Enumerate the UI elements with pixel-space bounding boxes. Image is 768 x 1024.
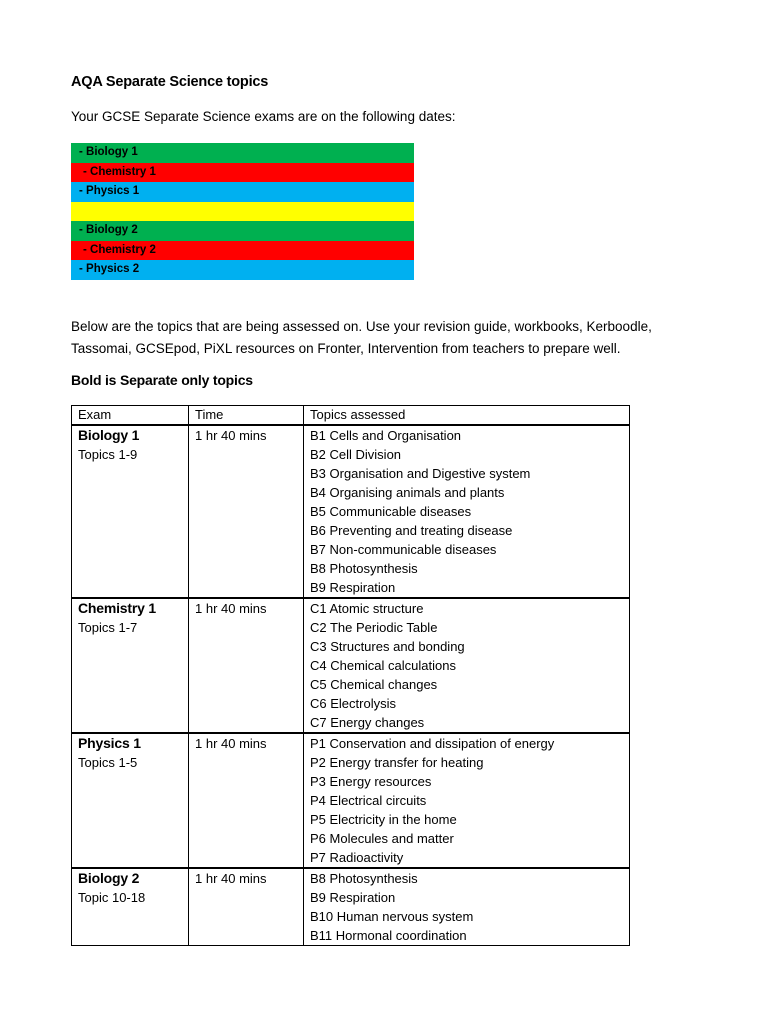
topic-item: B2 Cell Division [310,447,402,462]
topic-item: C3 Structures and bonding [310,639,465,654]
exam-name: Chemistry 1 [78,600,156,616]
band-biology-2: - Biology 2 [71,221,414,241]
topics-cell [304,733,630,868]
band-biology-1: - Biology 1 [71,143,414,163]
topic-item: B4 Organising animals and plants [310,485,505,500]
topic-item: P4 Electrical circuits [310,793,427,808]
topic-item: C1 Atomic structure [310,601,424,616]
header-time: Time [189,406,304,426]
topics-cell [304,598,630,733]
exam-cell [72,868,189,946]
band-spacer [71,202,414,222]
table-row [72,733,630,868]
time-cell: 1 hr 40 mins [189,868,304,946]
topic-item: B3 Organisation and Digestive system [310,466,531,481]
topic-item: P3 Energy resources [310,774,432,789]
topic-item: P7 Radioactivity [310,850,404,865]
exam-topics-range: Topics 1-5 [78,755,138,770]
topic-item: P6 Molecules and matter [310,831,454,846]
topic-item: C2 The Periodic Table [310,620,438,635]
band-chemistry-2: - Chemistry 2 [71,241,414,261]
table-row [72,868,630,946]
exam-name: Physics 1 [78,735,141,751]
topic-item: B10 Human nervous system [310,909,474,924]
exam-cell [72,733,189,868]
topic-item: C6 Electrolysis [310,696,396,711]
topic-item: B5 Communicable diseases [310,504,472,519]
exam-topics-range: Topics 1-7 [78,620,138,635]
topic-item: B1 Cells and Organisation [310,428,462,443]
topics-cell [304,868,630,946]
exam-cell [72,425,189,598]
table-header-row [72,406,630,426]
topic-item: B8 Photosynthesis [310,871,418,886]
band-physics-2: - Physics 2 [71,260,414,280]
document-title: AQA Separate Science topics [71,74,269,90]
bold-note: Bold is Separate only topics [71,372,253,388]
topic-item: B6 Preventing and treating disease [310,523,513,538]
topic-item: B11 Hormonal coordination [310,928,467,943]
topic-item: C4 Chemical calculations [310,658,456,673]
table-row [72,425,630,598]
topic-item: B8 Photosynthesis [310,561,418,576]
topic-item: B9 Respiration [310,580,396,595]
topic-item: P5 Electricity in the home [310,812,457,827]
topics-table [71,405,630,946]
exam-dates-bands [71,143,414,280]
topic-item: P2 Energy transfer for heating [310,755,484,770]
time-cell: 1 hr 40 mins [189,733,304,868]
topic-item: C7 Energy changes [310,715,425,730]
time-cell: 1 hr 40 mins [189,425,304,598]
topic-item: P1 Conservation and dissipation of energy [310,736,555,751]
topics-cell [304,425,630,598]
band-chemistry-1: - Chemistry 1 [71,163,414,183]
exam-name: Biology 1 [78,427,140,443]
exam-topics-range: Topic 10-18 [78,890,146,905]
topic-item: B9 Respiration [310,890,396,905]
exam-topics-range: Topics 1-9 [78,447,138,462]
exam-cell [72,598,189,733]
time-cell: 1 hr 40 mins [189,598,304,733]
topic-item: B7 Non-communicable diseases [310,542,497,557]
band-physics-1: - Physics 1 [71,182,414,202]
exam-name: Biology 2 [78,870,140,886]
header-topics: Topics assessed [304,406,630,426]
header-exam: Exam [72,406,189,426]
topic-item: C5 Chemical changes [310,677,438,692]
table-row [72,598,630,733]
resources-paragraph: Below are the topics that are being assessed on. Use your revision guide, workbooks, Kerboodle, Tassomai, GCSEpod, PiXL resources on Fronter, Intervention from teachers to prepare well. [71,319,652,356]
intro-text: Your GCSE Separate Science exams are on the following dates: [71,109,456,124]
